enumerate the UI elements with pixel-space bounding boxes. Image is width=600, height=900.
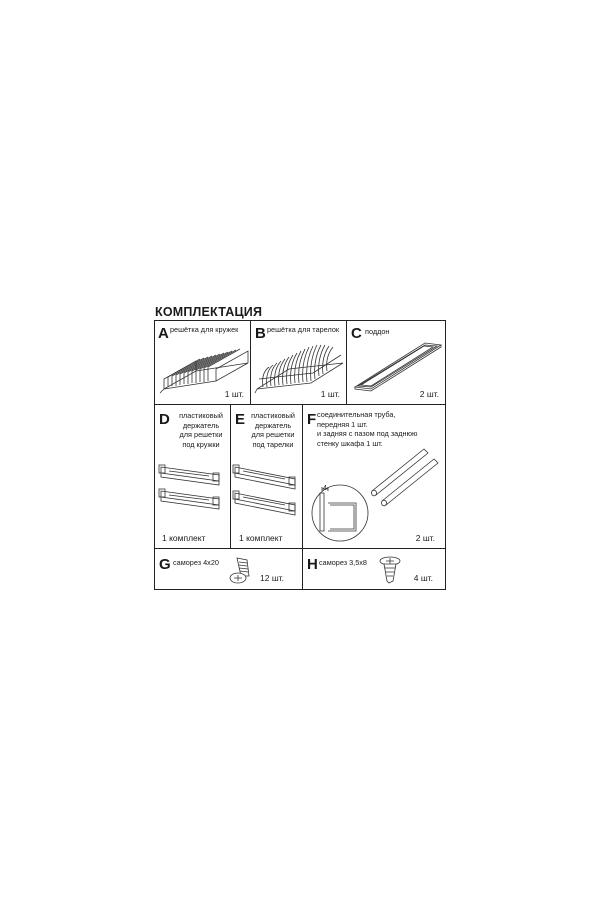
item-f-letter: F (307, 411, 317, 428)
item-f-qty: 2 шт. (415, 533, 435, 543)
item-e-letter: E (235, 411, 246, 428)
page-title: КОМПЛЕКТАЦИЯ (155, 305, 263, 319)
plastic-holder-icon (231, 461, 301, 521)
item-h-cell (302, 548, 446, 590)
item-g-name: саморез 4x20 (173, 558, 219, 567)
item-d-qty: 1 комплект (162, 533, 206, 543)
item-c-qty: 2 шт. (419, 389, 439, 399)
item-a-name: решётка для кружек (170, 325, 239, 334)
item-a-cell (154, 320, 251, 405)
item-b-letter: B (255, 325, 266, 342)
item-d-name: пластиковый держатель для решетки под кружки (179, 411, 223, 449)
item-h-qty: 4 шт. (413, 573, 433, 583)
item-b-qty: 1 шт. (320, 389, 340, 399)
item-f-name: соединительная труба, передняя 1 шт. и задняя с пазом под заднюю стенку шкафа 1 шт. (317, 410, 418, 448)
item-d-cell (154, 404, 231, 549)
item-e-qty: 1 комплект (239, 533, 283, 543)
item-d-letter: D (159, 411, 170, 428)
item-f-dim-label: 4 (323, 485, 327, 492)
item-c-letter: C (351, 325, 362, 342)
drip-tray-icon (351, 337, 443, 392)
item-e-name: пластиковый держатель для решетки под тарелки (251, 411, 295, 449)
plastic-holder-icon (157, 461, 227, 516)
item-e-cell (230, 404, 303, 549)
item-c-name: поддон (365, 327, 390, 336)
item-a-letter: A (158, 325, 169, 342)
item-h-letter: H (307, 556, 318, 573)
item-h-name: саморез 3,5x8 (319, 558, 367, 567)
item-b-name: решётка для тарелок (267, 325, 340, 334)
item-g-qty: 12 шт. (260, 573, 284, 583)
item-b-cell (250, 320, 347, 405)
cup-rack-icon (158, 341, 250, 396)
screw-icon (227, 554, 255, 586)
item-f-cell (302, 404, 446, 549)
item-g-cell (154, 548, 303, 590)
item-a-qty: 1 шт. (224, 389, 244, 399)
item-g-letter: G (159, 556, 171, 573)
item-c-cell (346, 320, 446, 405)
screw-icon (375, 555, 405, 587)
